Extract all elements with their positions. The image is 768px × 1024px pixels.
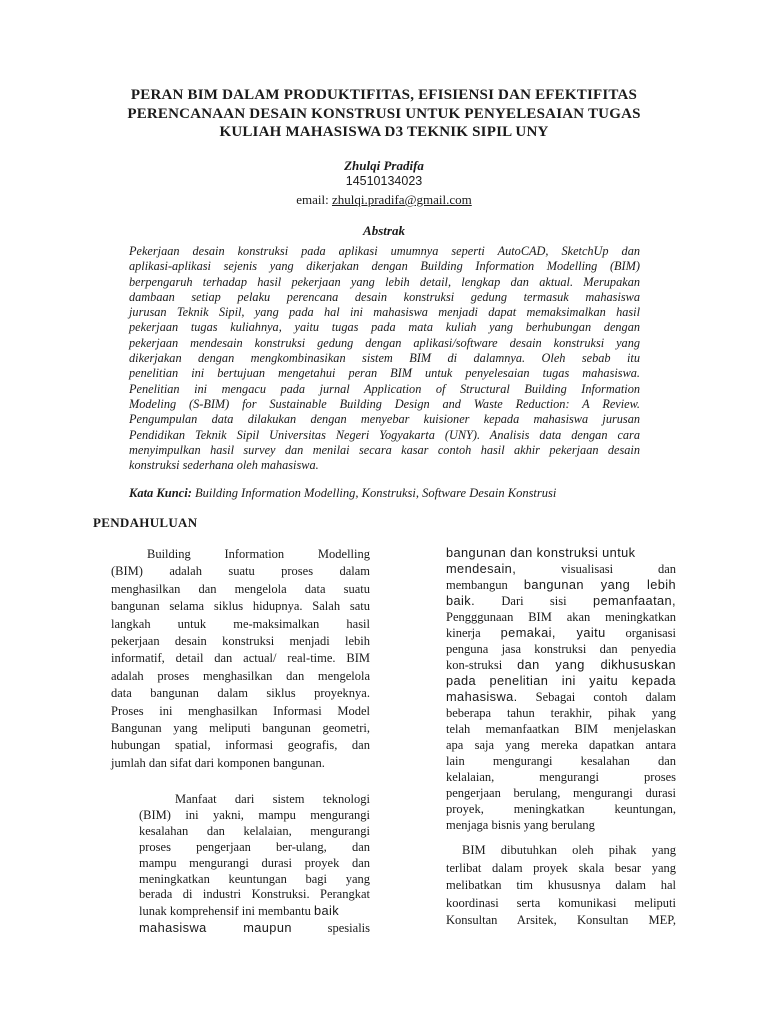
- email-link[interactable]: zhulqi.pradifa@gmail.com: [331, 192, 472, 207]
- author-email-line: [0, 192, 768, 208]
- paragraph-line: (BIM) ini yakni, mampu mengurangi: [139, 807, 370, 822]
- paragraph-line: pengerjaan berulang, mengurangi durasi: [446, 786, 676, 800]
- abstract-line: Modeling (S-BIM) for Sustainable Building Design and Waste Reduction: A Review.: [129, 396, 640, 411]
- paragraph-line: berada di industri Konstruksi. Perangkat: [139, 887, 370, 902]
- paragraph-line: meningkatkan keuntungan bagi yang: [139, 871, 370, 886]
- paragraph-line: langkah untuk me-maksimalkan hasil: [111, 616, 370, 631]
- paragraph-line: lain mengurangi kesalahan dan: [446, 754, 676, 768]
- text-run: kon-struksi: [446, 658, 503, 672]
- paragraph-line: [446, 593, 676, 609]
- abstract-line: pekerjaan mendesain konstruksi gedung dengan aplikasi/software desain konstruksi yang: [129, 335, 640, 350]
- author-student-number: 14510134023: [345, 174, 423, 188]
- keywords-text: Building Information Modelling, Konstruksi, Software Desain Konstrusi: [195, 486, 557, 500]
- keywords-label: Kata Kunci:: [129, 486, 192, 500]
- text-run: visualisasi dan: [561, 562, 676, 576]
- paragraph-line: mampu mengurangi durasi proyek dan: [139, 855, 370, 870]
- text-run: mahasiswa maupun: [139, 920, 292, 936]
- paragraph-line: menjaga bisnis yang berulang: [446, 818, 595, 832]
- abstract-line: jurusan Teknik Sipil, yang pada hal ini mahasiswa menjadi dapat memaksimalkan hasil: [129, 305, 640, 320]
- keywords: [129, 486, 649, 501]
- abstract-line: pekerjaan tugas kuliahnya, yaitu tugas pada mata kuliah yang berhubungan dengan: [129, 320, 640, 335]
- paper-title: [110, 86, 658, 142]
- abstract-heading: Abstrak: [363, 223, 405, 238]
- abstract-line: dikerjakan dengan mengkombinasikan sistem BIM di dalamnya. Oleh sebab itu: [129, 351, 640, 366]
- text-run: lunak komprehensif ini membantu: [139, 904, 311, 919]
- paragraph-line: apa saja yang mereka dapatkan antara: [446, 738, 676, 752]
- abstract-body: [129, 244, 640, 473]
- paragraph-line: telah memanfaatkan BIM menjelaskan: [446, 722, 676, 736]
- author-name: Zhulqi Pradifa: [344, 158, 424, 173]
- title-line: PERAN BIM DALAM PRODUKTIFITAS, EFISIENSI DAN EFEKTIFITAS: [130, 87, 638, 103]
- paragraph-line: pada penelitian ini yaitu kepada: [446, 673, 676, 688]
- abstract-line: penelitian ini bertujuan mengetahui peran BIM untuk penyelesaian tugas mahasiswa.: [129, 366, 640, 381]
- paragraph-line: penguna jasa konstruksi dan penyedia: [446, 642, 676, 656]
- paragraph-line: [446, 625, 676, 641]
- benefits-paragraph: [139, 792, 370, 937]
- paragraph-line: menghasilkan dan mengelola data suatu: [111, 581, 370, 596]
- paragraph-line: [446, 689, 676, 705]
- text-run: organisasi: [625, 626, 676, 640]
- abstract-line: Penelitian ini mengacu pada jurnal Application of Structural Building Information: [129, 381, 640, 396]
- paragraph-line: data bangunan dalam siklus proyeknya.: [111, 686, 370, 701]
- paragraph-line: proses pengerjaan ber-ulang, dan: [139, 839, 370, 854]
- text-run: Sebagai contoh dalam: [535, 690, 676, 704]
- paragraph-line: Proses ini menghasilkan Informasi Model: [111, 703, 370, 718]
- abstract-line: menyimpulkan hasil survey dan menilai secara kasar contoh hasil akhir pekerjaan desain: [129, 442, 640, 457]
- abstract-line: konstruksi sederhana oleh mahasiswa.: [129, 458, 319, 473]
- text-run: Dari sisi: [501, 594, 567, 608]
- text-run: baik: [313, 903, 340, 919]
- coordination-paragraph: [446, 842, 676, 930]
- intro-paragraph-left: [111, 546, 370, 772]
- paragraph-line: bangunan dan konstruksi untuk: [446, 545, 636, 560]
- paragraph-line: Konsultan Arsitek, Konsultan MEP,: [446, 913, 676, 928]
- text-run: spesialis: [327, 921, 370, 936]
- paragraph-line: pekerjaan desain konstruksi menjadi lebih: [111, 634, 370, 649]
- text-run: dan yang dikhususkan: [517, 657, 677, 672]
- section-heading: PENDAHULUAN: [93, 515, 198, 530]
- text-run: membangun: [446, 578, 508, 592]
- paragraph-line: [446, 577, 676, 593]
- text-run: pemakai, yaitu: [500, 625, 606, 640]
- paragraph-line: melibatkan tim khususnya dalam hal: [446, 878, 676, 893]
- paragraph-line: [139, 903, 370, 920]
- paragraph-line: adalah proses menghasilkan dan mengelola: [111, 668, 370, 683]
- title-line: KULIAH MAHASISWA D3 TEKNIK SIPIL UNY: [219, 124, 549, 140]
- paragraph-line: kesalahan dan kelalaian, mengurangi: [139, 823, 370, 838]
- abstract-line: Pendidikan Teknik Sipil Universitas Negeri Yogyakarta (UNY). Analisis data dengan cara: [129, 427, 640, 442]
- paragraph-line: Manfaat dari sistem teknologi: [175, 792, 370, 806]
- paragraph-line: beberapa tahun terakhir, pihak yang: [446, 706, 676, 720]
- intro-paragraph-right: [446, 545, 676, 833]
- paragraph-line: Building Information Modelling: [147, 547, 370, 561]
- paragraph-line: jumlah dan sifat dari komponen bangunan.: [111, 755, 325, 770]
- paragraph-line: proyek, meningkatkan keuntungan,: [446, 802, 676, 816]
- paragraph-line: hubungan spatial, informasi geografis, dan: [111, 738, 370, 753]
- paragraph-line: terlibat dalam proyek skala besar yang: [446, 860, 676, 875]
- abstract-line: Pengumpulan data dilakukan dengan menyebar kuisioner kepada mahasiswa jurusan: [129, 412, 640, 427]
- paragraph-line: BIM dibutuhkan oleh pihak yang: [462, 843, 676, 857]
- text-run: baik.: [446, 593, 476, 608]
- text-run: mahasiswa.: [446, 689, 518, 704]
- paragraph-line: Bangunan yang meliputi bangunan geometri,: [111, 721, 370, 736]
- text-run: bangunan yang lebih: [523, 577, 677, 592]
- paragraph-line: Pengggunaan BIM akan meningkatkan: [446, 610, 676, 624]
- abstract-line: Pekerjaan desain konstruksi pada aplikasi umumnya seperti AutoCAD, SketchUp dan: [129, 244, 640, 258]
- title-line: PERENCANAAN DESAIN KONSTRUSI UNTUK PENYELESAIAN TUGAS: [127, 105, 641, 122]
- paragraph-line: kelalaian, mengurangi proses: [446, 770, 676, 784]
- paragraph-line: informatif, detail dan actual/ real-time. BIM: [111, 651, 370, 666]
- paragraph-line: bangunan selama siklus hidupnya. Salah satu: [111, 599, 370, 614]
- paragraph-line: koordinasi serta komunikasi meliputi: [446, 895, 676, 910]
- abstract-line: berpengaruh terhadap hasil pekerjaan yang lebih detail, lengkap dan aktual. Merupakan: [129, 274, 640, 289]
- text-run: kinerja: [446, 626, 481, 640]
- paragraph-line: [446, 561, 676, 577]
- paragraph-line: [446, 657, 676, 673]
- email-label: email:: [296, 192, 329, 207]
- paragraph-line: (BIM) adalah suatu proses dalam: [111, 564, 370, 579]
- abstract-line: aplikasi-aplikasi sejenis yang dikerjakan dengan Building Information Modelling (BIM): [129, 259, 640, 274]
- text-run: pemanfaatan,: [592, 593, 677, 608]
- text-run: mendesain,: [446, 561, 517, 576]
- paragraph-line: [139, 920, 370, 937]
- abstract-line: dambaan setiap pelaku perencana desain konstruksi gedung termasuk mahasiswa: [129, 289, 640, 304]
